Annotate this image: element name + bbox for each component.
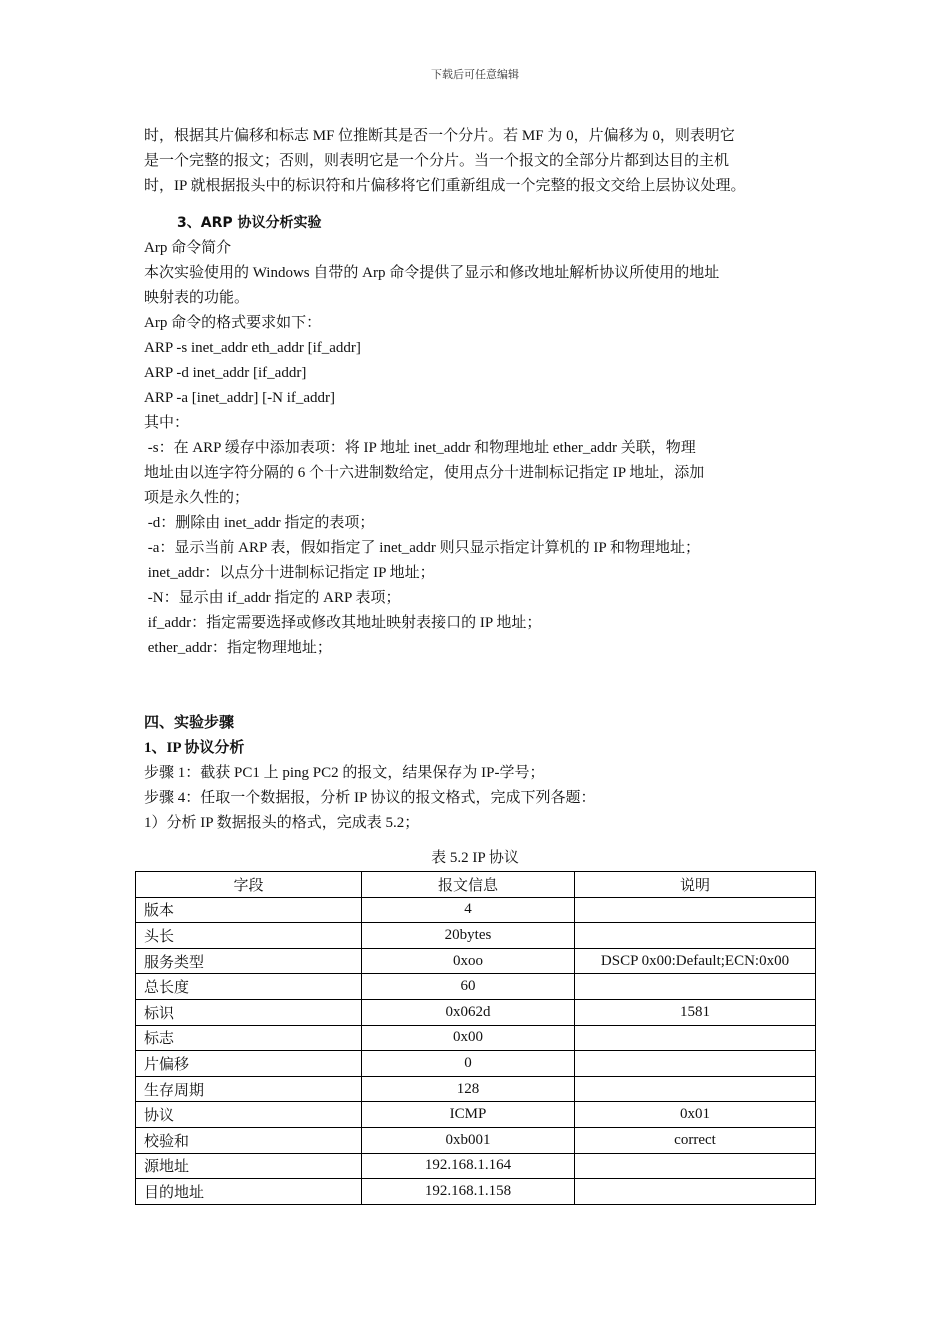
table-header-row: [136, 872, 816, 898]
arp-line: Arp 命令简介: [144, 240, 232, 256]
value-cell: 0x00: [362, 1025, 575, 1051]
arp-line: 映射表的功能。: [144, 290, 250, 306]
table-row: [136, 974, 816, 1000]
value-cell: 60: [362, 974, 575, 1000]
arp-line: 其中：: [144, 415, 190, 431]
table-row: [136, 1076, 816, 1102]
table-row: [136, 1179, 816, 1205]
column-header-field: 字段: [136, 872, 362, 898]
value-cell: ICMP: [362, 1102, 575, 1128]
section-heading: 四、实验步骤: [144, 715, 235, 731]
field-cell: 源地址: [136, 1153, 362, 1179]
field-cell: 标识: [136, 999, 362, 1025]
note-cell: DSCP 0x00:Default;ECN:0x00: [575, 948, 816, 974]
value-cell: 192.168.1.158: [362, 1179, 575, 1205]
field-cell: 标志: [136, 1025, 362, 1051]
intro-paragraph: [144, 124, 824, 199]
value-cell: 4: [362, 897, 575, 923]
arp-command-line: ARP -s inet_addr eth_addr [if_addr]: [144, 340, 361, 356]
note-cell: 1581: [575, 999, 816, 1025]
table-row: [136, 1102, 816, 1128]
field-cell: 目的地址: [136, 1179, 362, 1205]
table-row: [136, 1127, 816, 1153]
table-row: [136, 1051, 816, 1077]
arp-option-line: -N：显示由 if_addr 指定的 ARP 表项；: [144, 590, 401, 606]
step-line: 1）分析 IP 数据报头的格式，完成表 5.2；: [144, 815, 420, 831]
table-row: [136, 897, 816, 923]
arp-option-line: -a：显示当前 ARP 表，假如指定了 inet_addr 则只显示指定计算机的 IP 和物理地址；: [144, 540, 700, 556]
ip-protocol-table: [135, 871, 816, 1205]
note-cell: [575, 897, 816, 923]
step-line: 步骤 4：任取一个数据报，分析 IP 协议的报文格式，完成下列各题：: [144, 790, 596, 806]
note-cell: [575, 974, 816, 1000]
value-cell: 0: [362, 1051, 575, 1077]
note-cell: correct: [575, 1127, 816, 1153]
intro-line: 时，根据其片偏移和标志 MF 位推断其是否一个分片。若 MF 为 0，片偏移为 0，则表明它: [144, 128, 735, 144]
field-cell: 生存周期: [136, 1076, 362, 1102]
note-cell: [575, 1025, 816, 1051]
note-cell: [575, 1153, 816, 1179]
table-row: [136, 1025, 816, 1051]
table-caption: 表 5.2 IP 协议: [431, 850, 519, 866]
intro-line: 时，IP 就根据报头中的标识符和片偏移将它们重新组成一个完整的报文交给上层协议处理。: [144, 178, 746, 194]
arp-options: [144, 436, 824, 661]
value-cell: 192.168.1.164: [362, 1153, 575, 1179]
value-cell: 0x062d: [362, 999, 575, 1025]
value-cell: 20bytes: [362, 923, 575, 949]
field-cell: 总长度: [136, 974, 362, 1000]
field-cell: 服务类型: [136, 948, 362, 974]
value-cell: 128: [362, 1076, 575, 1102]
page-header: 下载后可任意编辑: [431, 69, 519, 81]
arp-option-line: -s：在 ARP 缓存中添加表项：将 IP 地址 inet_addr 和物理地址 ether_addr 关联，物理: [144, 440, 696, 456]
arp-option-line: if_addr：指定需要选择或修改其地址映射表接口的 IP 地址；: [144, 615, 542, 631]
arp-command-line: ARP -d inet_addr [if_addr]: [144, 365, 307, 381]
note-cell: [575, 1179, 816, 1205]
table-row: [136, 1153, 816, 1179]
value-cell: 0xoo: [362, 948, 575, 974]
arp-section-heading: 3、ARP 协议分析实验: [177, 215, 322, 231]
table-row: [136, 923, 816, 949]
intro-line: 是一个完整的报文；否则，则表明它是一个分片。当一个报文的全部分片都到达目的主机: [144, 153, 730, 169]
field-cell: 协议: [136, 1102, 362, 1128]
document-body: [144, 124, 824, 836]
column-header-value: 报文信息: [362, 872, 575, 898]
arp-command-line: ARP -a [inet_addr] [-N if_addr]: [144, 390, 336, 406]
note-cell: 0x01: [575, 1102, 816, 1128]
field-cell: 片偏移: [136, 1051, 362, 1077]
arp-line: 本次实验使用的 Windows 自带的 Arp 命令提供了显示和修改地址解析协议所使用的地址: [144, 265, 720, 281]
step-line: 步骤 1：截获 PC1 上 ping PC2 的报文，结果保存为 IP-学号；: [144, 765, 545, 781]
field-cell: 版本: [136, 897, 362, 923]
arp-option-line: inet_addr：以点分十进制标记指定 IP 地址；: [144, 565, 435, 581]
arp-option-line: -d：删除由 inet_addr 指定的表项；: [144, 515, 375, 531]
arp-line: Arp 命令的格式要求如下：: [144, 315, 322, 331]
subsection-heading: 1、IP 协议分析: [144, 740, 245, 756]
arp-option-line: 项是永久性的；: [144, 490, 250, 506]
value-cell: 0xb001: [362, 1127, 575, 1153]
column-header-note: 说明: [575, 872, 816, 898]
note-cell: [575, 923, 816, 949]
table-row: [136, 999, 816, 1025]
arp-option-line: 地址由以连字符分隔的 6 个十六进制数给定，使用点分十进制标记指定 IP 地址，添加: [144, 465, 705, 481]
field-cell: 头长: [136, 923, 362, 949]
note-cell: [575, 1076, 816, 1102]
section-spacer: [144, 661, 824, 711]
arp-option-line: ether_addr：指定物理地址；: [144, 640, 332, 656]
field-cell: 校验和: [136, 1127, 362, 1153]
arp-description: [144, 236, 824, 436]
table-row: [136, 948, 816, 974]
note-cell: [575, 1051, 816, 1077]
